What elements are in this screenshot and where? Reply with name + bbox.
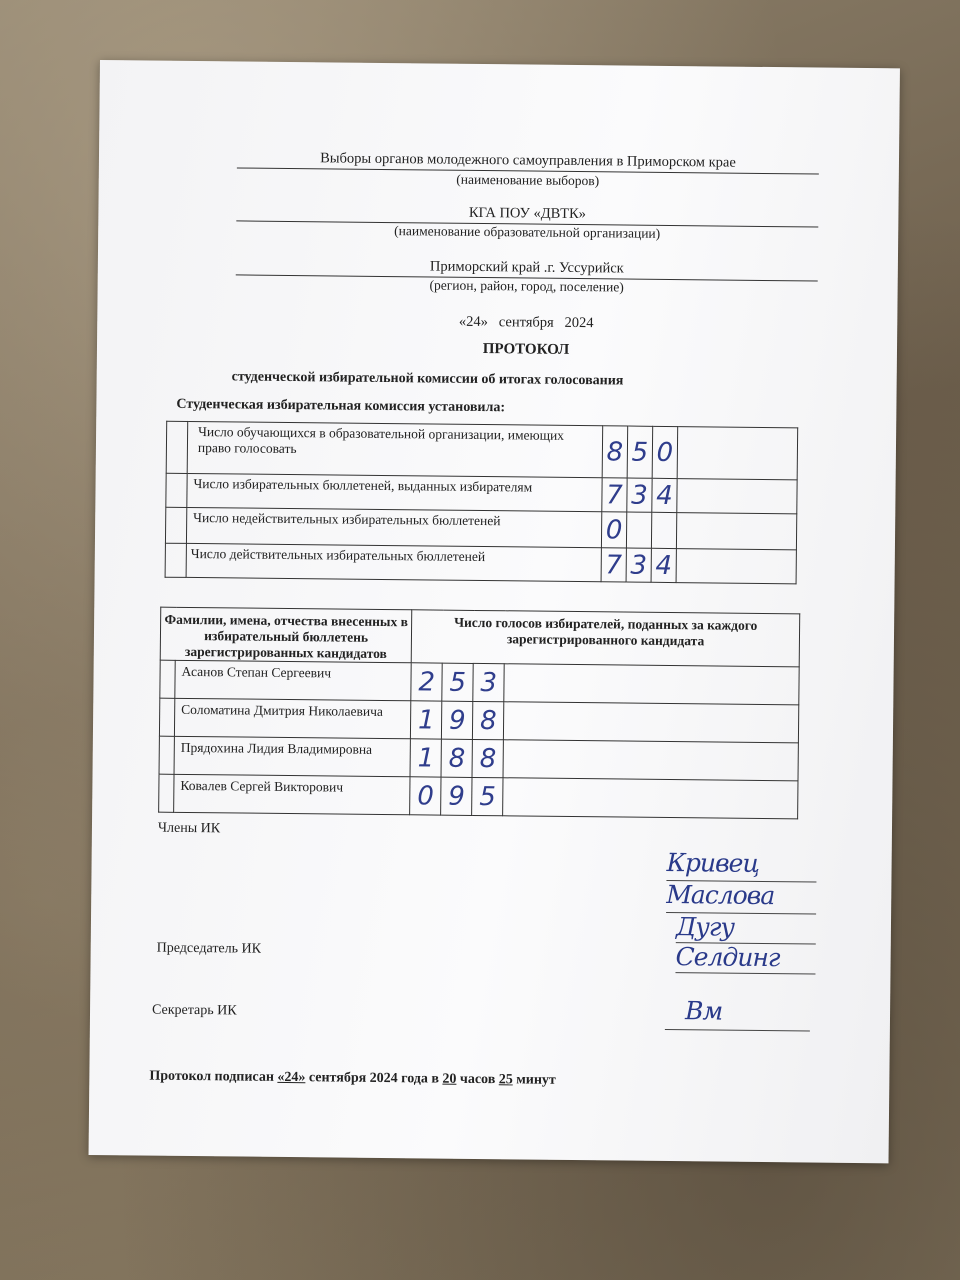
summary-digit: 3 <box>627 478 652 512</box>
candidate-vote-digit: 5 <box>442 663 473 701</box>
summary-empty-cell <box>676 549 796 584</box>
candidates-col2-header: Число голосов избирателей, поданных за каждого зарегистрированного кандидата <box>411 610 799 667</box>
signed-day: «24» <box>277 1069 306 1086</box>
candidate-empty-cell <box>503 740 798 781</box>
secretary-signature: Вм <box>665 996 810 1032</box>
summary-table <box>165 421 799 585</box>
region: Приморский край .г. Уссурийск <box>429 258 624 277</box>
summary-digit: 0 <box>652 426 678 478</box>
row-number-cell <box>160 660 175 698</box>
summary-label: Число избирательных бюллетеней, выданных избирателям <box>187 473 602 511</box>
signed-hours-label: часов <box>456 1071 499 1088</box>
summary-digit: 0 <box>601 512 626 548</box>
candidate-name: Соломатина Дмитрия Николаевича <box>174 698 411 738</box>
election-caption: (наименование выборов) <box>456 171 600 189</box>
summary-digit: 5 <box>627 426 653 478</box>
row-number-cell <box>159 774 174 812</box>
summary-digit: 4 <box>652 478 677 512</box>
candidate-vote-digit: 8 <box>441 739 472 777</box>
summary-label: Число действительных избирательных бюллетеней <box>186 543 601 581</box>
signed-minutes: 25 <box>498 1072 513 1088</box>
candidates-col1-header: Фамилии, имена, отчества внесенных в избирательный бюллетень зарегистрированных кандидатов <box>160 607 412 663</box>
candidate-name: Прядохина Лидия Владимировна <box>174 736 411 776</box>
row-number-cell <box>165 543 186 577</box>
summary-digit: 4 <box>651 548 676 582</box>
org-caption: (наименование образовательной организации) <box>394 223 661 241</box>
candidate-vote-digit: 9 <box>442 701 473 739</box>
chair-label: Председатель ИК <box>156 940 262 957</box>
member-signature: Маслова <box>666 880 816 915</box>
secretary-label: Секретарь ИК <box>151 1002 237 1019</box>
summary-digit: 3 <box>626 548 651 582</box>
summary-row <box>166 421 798 480</box>
candidate-vote-digit: 5 <box>472 777 503 815</box>
candidate-row <box>159 774 798 819</box>
summary-label: Число недействительных избирательных бюллетеней <box>186 507 601 547</box>
candidate-row <box>159 698 798 743</box>
summary-row <box>165 543 796 584</box>
row-number-cell <box>166 473 187 507</box>
protocol-subtitle: студенческой избирательной комиссии об итогах голосования <box>231 369 624 389</box>
protocol-signed-line <box>149 1069 556 1089</box>
summary-digit: 8 <box>602 426 628 478</box>
signed-prefix: Протокол подписан <box>149 1068 278 1085</box>
member-signature: Кривец <box>666 848 816 883</box>
summary-digit <box>651 512 676 548</box>
summary-empty-cell <box>676 513 796 550</box>
row-number-cell <box>159 736 174 774</box>
candidate-vote-digit: 8 <box>473 701 504 739</box>
row-number-cell <box>165 507 186 543</box>
summary-label: Число обучающихся в образовательной организации, имеющих право голосовать <box>187 421 603 477</box>
candidate-row <box>159 736 798 781</box>
candidate-vote-digit: 9 <box>441 777 472 815</box>
member-signature: Дугу <box>676 912 816 944</box>
candidate-name: Асанов Степан Сергеевич <box>175 660 412 700</box>
region-caption: (регион, район, город, поселение) <box>429 277 624 295</box>
candidate-vote-digit: 2 <box>411 663 442 701</box>
candidate-empty-cell <box>504 702 799 743</box>
summary-empty-cell <box>677 427 798 480</box>
candidate-vote-digit: 8 <box>472 739 503 777</box>
candidate-name: Ковалев Сергей Викторович <box>174 774 411 814</box>
candidate-vote-digit: 1 <box>411 701 442 739</box>
row-number-cell <box>166 421 188 473</box>
signed-minutes-label: минут <box>512 1072 556 1088</box>
candidates-table <box>158 607 800 820</box>
members-label: Члены ИК <box>157 820 221 837</box>
protocol-date: «24» сентября 2024 <box>458 313 594 332</box>
commission-established: Студенческая избирательная комиссия установила: <box>176 396 506 416</box>
protocol-sheet <box>89 60 900 1163</box>
candidate-empty-cell <box>503 778 798 819</box>
member-signature: Селдинг <box>675 942 815 974</box>
signed-hours: 20 <box>442 1071 457 1087</box>
candidate-vote-digit: 0 <box>410 777 441 815</box>
candidate-empty-cell <box>504 664 799 705</box>
signed-mid: сентября 2024 года в <box>305 1070 443 1087</box>
candidate-row <box>160 660 799 705</box>
summary-digit: 7 <box>602 478 627 512</box>
org-name: КГА ПОУ «ДВТК» <box>468 204 586 223</box>
summary-digit: 7 <box>601 548 626 582</box>
summary-empty-cell <box>677 479 797 514</box>
summary-digit <box>626 512 651 548</box>
election-name: Выборы органов молодежного самоуправления в Приморском крае <box>320 150 736 171</box>
protocol-title: ПРОТОКОЛ <box>482 341 570 358</box>
candidate-vote-digit: 3 <box>473 663 504 701</box>
row-number-cell <box>159 698 174 736</box>
candidate-vote-digit: 1 <box>410 739 441 777</box>
candidates-header-row <box>160 607 800 667</box>
